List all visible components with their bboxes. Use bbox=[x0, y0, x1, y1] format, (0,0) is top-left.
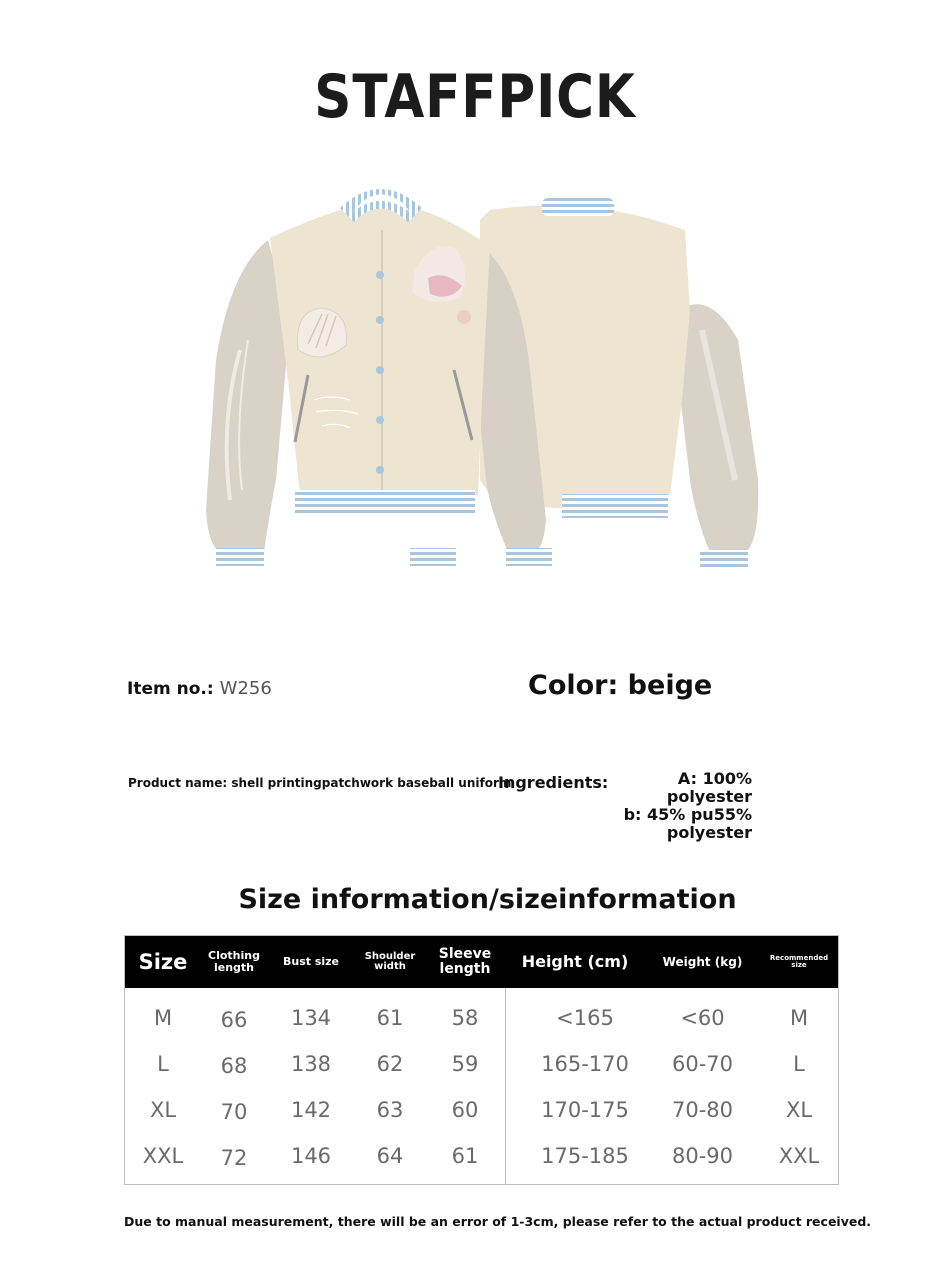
cell-sleeve: 60 bbox=[451, 1098, 479, 1122]
cell-weight: <60 bbox=[680, 1006, 725, 1030]
cell-shoulder: 61 bbox=[376, 1006, 404, 1030]
table-header bbox=[125, 936, 838, 988]
header-height: Height (cm) bbox=[521, 951, 629, 971]
cell-height: 165-170 bbox=[541, 1052, 629, 1076]
product-image bbox=[190, 180, 780, 585]
cell-sleeve: 59 bbox=[451, 1052, 479, 1076]
cell-recommended: XL bbox=[785, 1098, 813, 1122]
cell-height: 170-175 bbox=[541, 1098, 629, 1122]
header-shoulder-width: Shoulder width bbox=[364, 950, 416, 972]
ingredients-label: Ingredients: bbox=[498, 773, 609, 792]
cell-bust: 142 bbox=[290, 1098, 332, 1122]
table-row bbox=[125, 1087, 838, 1133]
header-weight: Weight (kg) bbox=[662, 954, 743, 969]
color-label: Color: beige bbox=[528, 670, 713, 701]
cell-weight: 80-90 bbox=[671, 1144, 734, 1168]
item-number-value: W256 bbox=[219, 678, 272, 699]
cell-clothing-length: 66 bbox=[220, 1008, 248, 1032]
header-size: Size bbox=[138, 949, 188, 974]
cell-bust: 134 bbox=[290, 1006, 332, 1030]
header-bust-size: Bust size bbox=[282, 955, 340, 969]
cell-weight: 70-80 bbox=[671, 1098, 734, 1122]
item-number bbox=[127, 678, 272, 699]
cell-size: M bbox=[153, 1006, 173, 1030]
table-row bbox=[125, 1133, 838, 1179]
cell-height: <165 bbox=[556, 1006, 614, 1030]
header-recommended-size: Recommended size bbox=[769, 953, 829, 969]
cell-shoulder: 63 bbox=[376, 1098, 404, 1122]
cell-clothing-length: 70 bbox=[220, 1100, 248, 1124]
cell-height: 175-185 bbox=[541, 1144, 629, 1168]
size-table bbox=[124, 935, 839, 1185]
cell-clothing-length: 68 bbox=[220, 1054, 248, 1078]
size-section-title: Size information/sizeinformation bbox=[238, 884, 737, 915]
cell-weight: 60-70 bbox=[671, 1052, 734, 1076]
header-clothing-length: Clothing length bbox=[208, 949, 260, 974]
ingredients-value bbox=[595, 770, 752, 842]
cell-recommended: L bbox=[793, 1052, 805, 1076]
item-number-label: Item no.: bbox=[127, 679, 214, 699]
table-row bbox=[125, 1041, 838, 1087]
cell-recommended: M bbox=[789, 1006, 809, 1030]
cell-shoulder: 64 bbox=[376, 1144, 404, 1168]
cell-size: XL bbox=[149, 1098, 177, 1122]
cell-bust: 146 bbox=[290, 1144, 332, 1168]
measurement-note: Due to manual measurement, there will be an error of 1-3cm, please refer to the actual product received. bbox=[124, 1214, 872, 1229]
table-row bbox=[125, 995, 838, 1041]
cell-recommended: XXL bbox=[778, 1144, 820, 1168]
cell-clothing-length: 72 bbox=[220, 1146, 248, 1170]
ingredients-line-a: A: 100% polyester bbox=[666, 769, 752, 806]
cell-sleeve: 61 bbox=[451, 1144, 479, 1168]
ingredients-line-c: polyester bbox=[666, 823, 752, 842]
cell-size: L bbox=[157, 1052, 169, 1076]
header-sleeve-length: Sleeve length bbox=[438, 946, 492, 977]
ingredients-line-b: b: 45% pu55% bbox=[623, 805, 752, 824]
cell-bust: 138 bbox=[290, 1052, 332, 1076]
product-name: Product name: shell printingpatchwork baseball uniform bbox=[128, 776, 512, 790]
brand-logo: STAFFPICK bbox=[314, 62, 636, 132]
cell-shoulder: 62 bbox=[376, 1052, 404, 1076]
cell-sleeve: 58 bbox=[451, 1006, 479, 1030]
cell-size: XXL bbox=[142, 1144, 184, 1168]
